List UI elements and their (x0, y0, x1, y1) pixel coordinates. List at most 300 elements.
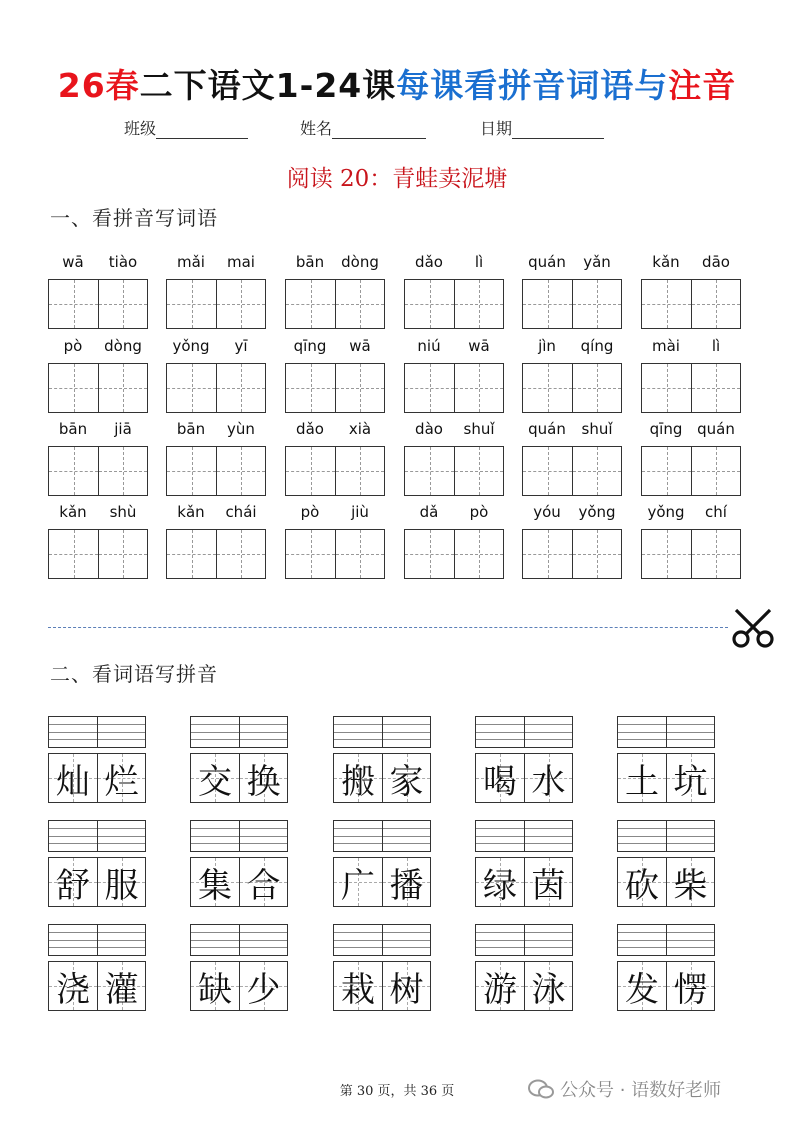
character-text: 烂 (104, 761, 139, 802)
character-box (475, 753, 573, 803)
writing-box[interactable] (285, 279, 385, 329)
character-text: 播 (389, 865, 424, 906)
pinyin-writing-cell[interactable] (524, 717, 572, 747)
writing-cell[interactable] (335, 530, 384, 578)
writing-cell[interactable] (454, 364, 503, 412)
writing-box[interactable] (404, 279, 504, 329)
word-item (617, 820, 715, 907)
pinyin-syllable: bān (295, 253, 325, 271)
word-item (617, 924, 715, 1011)
character-box (333, 753, 431, 803)
pinyin-syllable: qīng (293, 337, 327, 355)
pinyin-writing-box[interactable] (475, 716, 573, 748)
pinyin-writing-box[interactable] (333, 820, 431, 852)
pinyin-writing-cell[interactable] (334, 821, 382, 851)
pinyin-word-item (166, 503, 266, 579)
writing-cell[interactable] (98, 364, 147, 412)
pinyin-label (641, 503, 741, 529)
pinyin-syllable: jìn (538, 337, 556, 355)
pinyin-word-item (522, 337, 622, 413)
pinyin-label (285, 503, 385, 529)
class-field[interactable] (124, 116, 248, 139)
pinyin-writing-box[interactable] (48, 716, 146, 748)
pinyin-writing-cell[interactable] (476, 821, 524, 851)
writing-cell[interactable] (454, 447, 503, 495)
writing-cell[interactable] (454, 530, 503, 578)
writing-cell[interactable] (216, 530, 265, 578)
writing-box[interactable] (48, 279, 148, 329)
pinyin-writing-cell[interactable] (618, 717, 666, 747)
pinyin-syllable: yī (234, 337, 248, 355)
pinyin-label (641, 337, 741, 363)
pinyin-writing-cell[interactable] (97, 717, 145, 747)
pinyin-word-item (404, 253, 504, 329)
character-text: 栽 (341, 969, 375, 1010)
pinyin-syllable: jiā (114, 420, 132, 438)
pinyin-writing-cell[interactable] (49, 925, 97, 955)
pinyin-syllable: shù (109, 503, 137, 521)
writing-cell[interactable] (216, 447, 265, 495)
character-text: 少 (246, 969, 281, 1010)
writing-box[interactable] (166, 279, 266, 329)
character-text: 水 (531, 761, 566, 802)
writing-cell[interactable] (642, 530, 691, 578)
pinyin-syllable: quán (528, 253, 566, 271)
writing-cell[interactable] (98, 280, 147, 328)
character-box (48, 961, 146, 1011)
pinyin-word-item (48, 337, 148, 413)
lesson-title: 阅读 20：青蛙卖泥塘 (286, 166, 508, 192)
writing-cell[interactable] (523, 530, 572, 578)
writing-cell[interactable] (572, 280, 621, 328)
writing-cell[interactable] (167, 364, 216, 412)
writing-box[interactable] (285, 363, 385, 413)
pinyin-word-item (285, 503, 385, 579)
pinyin-syllable: dòng (104, 337, 142, 355)
pinyin-writing-box[interactable] (475, 820, 573, 852)
character-box (475, 857, 573, 907)
pinyin-label (48, 337, 148, 363)
pinyin-writing-cell[interactable] (49, 717, 97, 747)
worksheet-title (0, 60, 794, 107)
pinyin-writing-cell[interactable] (239, 925, 287, 955)
pinyin-syllable: jiù (351, 503, 369, 521)
writing-cell[interactable] (405, 447, 454, 495)
pinyin-syllable: pò (469, 503, 489, 521)
pinyin-syllable: bān (176, 420, 206, 438)
pinyin-syllable: kǎn (652, 253, 680, 271)
pinyin-label (522, 503, 622, 529)
writing-cell[interactable] (691, 447, 740, 495)
title-part-3: 每课看拼音词语与 (396, 66, 669, 105)
pinyin-word-item (285, 420, 385, 496)
character-box (333, 857, 431, 907)
word-item (475, 924, 573, 1011)
pinyin-writing-cell[interactable] (618, 821, 666, 851)
writing-box[interactable] (166, 529, 266, 579)
title-part-1: 26春 (57, 66, 140, 105)
pinyin-writing-cell[interactable] (666, 925, 714, 955)
word-item (617, 716, 715, 803)
pinyin-label (404, 420, 504, 446)
writing-cell[interactable] (405, 280, 454, 328)
character-text: 柴 (673, 865, 708, 906)
pinyin-writing-cell[interactable] (476, 717, 524, 747)
pinyin-syllable: chái (225, 503, 257, 521)
pinyin-writing-box[interactable] (190, 820, 288, 852)
pinyin-label (48, 420, 148, 446)
pinyin-writing-cell[interactable] (524, 925, 572, 955)
character-cell (49, 858, 97, 906)
word-item (333, 716, 431, 803)
word-item (190, 820, 288, 907)
pinyin-word-item (48, 253, 148, 329)
pinyin-syllable: lì (711, 337, 721, 355)
pinyin-label (641, 253, 741, 279)
pinyin-syllable: qīng (649, 420, 683, 438)
pinyin-label (404, 337, 504, 363)
character-text: 发 (625, 969, 659, 1010)
character-cell (618, 858, 666, 906)
writing-cell[interactable] (49, 364, 98, 412)
writing-box[interactable] (285, 446, 385, 496)
writing-cell[interactable] (691, 530, 740, 578)
writing-cell[interactable] (405, 364, 454, 412)
pinyin-syllable: xià (348, 420, 372, 438)
writing-cell[interactable] (572, 530, 621, 578)
writing-cell[interactable] (523, 280, 572, 328)
writing-cell[interactable] (335, 280, 384, 328)
pinyin-writing-cell[interactable] (191, 717, 239, 747)
writing-box[interactable] (166, 446, 266, 496)
character-cell (618, 962, 666, 1010)
pinyin-writing-box[interactable] (48, 924, 146, 956)
pinyin-writing-cell[interactable] (97, 925, 145, 955)
character-cell (191, 754, 239, 802)
character-cell (666, 962, 714, 1010)
pinyin-label (404, 503, 504, 529)
pinyin-writing-box[interactable] (190, 924, 288, 956)
pinyin-label (285, 420, 385, 446)
writing-box[interactable] (404, 363, 504, 413)
date-blank[interactable] (512, 123, 604, 139)
date-label: 日期 (480, 119, 513, 138)
character-cell (334, 754, 382, 802)
writing-cell[interactable] (642, 280, 691, 328)
character-cell (97, 962, 145, 1010)
character-box (617, 961, 715, 1011)
writing-cell[interactable] (167, 447, 216, 495)
class-label: 班级 (124, 119, 157, 138)
character-text: 坑 (673, 761, 708, 802)
pinyin-syllable: dòng (341, 253, 379, 271)
pinyin-word-item (641, 503, 741, 579)
writing-cell[interactable] (286, 447, 335, 495)
name-blank[interactable] (332, 123, 426, 139)
pinyin-label (166, 253, 266, 279)
writing-box[interactable] (285, 529, 385, 579)
pinyin-writing-box[interactable] (190, 716, 288, 748)
character-cell (49, 962, 97, 1010)
character-text: 灿 (56, 761, 90, 802)
writing-cell[interactable] (572, 447, 621, 495)
pinyin-syllable: lì (474, 253, 484, 271)
pinyin-syllable: yǒng (172, 337, 210, 355)
character-cell (239, 754, 287, 802)
writing-cell[interactable] (49, 447, 98, 495)
word-item (48, 716, 146, 803)
word-item (333, 820, 431, 907)
character-text: 土 (625, 761, 659, 802)
character-cell (191, 858, 239, 906)
scissors-icon (730, 606, 776, 650)
pinyin-writing-cell[interactable] (666, 821, 714, 851)
pinyin-label (641, 420, 741, 446)
pinyin-syllable: yùn (227, 420, 255, 438)
pinyin-word-item (641, 337, 741, 413)
pinyin-syllable: dǎo (415, 253, 443, 271)
character-cell (524, 962, 572, 1010)
writing-cell[interactable] (523, 447, 572, 495)
writing-cell[interactable] (691, 280, 740, 328)
pinyin-writing-cell[interactable] (49, 821, 97, 851)
writing-cell[interactable] (572, 364, 621, 412)
pinyin-syllable: shuǐ (463, 420, 495, 438)
character-text: 愣 (673, 969, 708, 1010)
pinyin-label (166, 503, 266, 529)
pinyin-word-item (404, 337, 504, 413)
pinyin-syllable: mǎi (177, 253, 205, 271)
character-cell (239, 858, 287, 906)
writing-box[interactable] (404, 446, 504, 496)
pinyin-syllable: wā (468, 337, 490, 355)
pinyin-word-item (48, 503, 148, 579)
word-item (190, 924, 288, 1011)
pinyin-label (404, 253, 504, 279)
pinyin-label (48, 253, 148, 279)
character-cell (334, 858, 382, 906)
title-part-2: 二下语文1-24课 (139, 66, 397, 105)
writing-cell[interactable] (454, 280, 503, 328)
pinyin-syllable: quán (697, 420, 735, 438)
pinyin-word-item (641, 253, 741, 329)
character-text: 交 (198, 761, 232, 802)
pinyin-word-item (404, 503, 504, 579)
writing-box[interactable] (522, 363, 622, 413)
pinyin-writing-box[interactable] (48, 820, 146, 852)
word-item (190, 716, 288, 803)
character-text: 绿 (483, 865, 517, 906)
writing-box[interactable] (48, 446, 148, 496)
pinyin-label (285, 337, 385, 363)
pinyin-writing-box[interactable] (333, 716, 431, 748)
pinyin-label (166, 420, 266, 446)
character-text: 树 (389, 969, 424, 1010)
pinyin-syllable: tiào (108, 253, 138, 271)
character-cell (49, 754, 97, 802)
pinyin-writing-box[interactable] (333, 924, 431, 956)
character-text: 泳 (531, 969, 566, 1010)
pinyin-writing-cell[interactable] (524, 821, 572, 851)
pinyin-writing-cell[interactable] (239, 717, 287, 747)
character-box (475, 961, 573, 1011)
character-cell (476, 754, 524, 802)
character-box (617, 857, 715, 907)
pinyin-writing-cell[interactable] (191, 925, 239, 955)
word-item (48, 924, 146, 1011)
pinyin-word-item (285, 337, 385, 413)
pinyin-writing-cell[interactable] (618, 925, 666, 955)
writing-cell[interactable] (642, 447, 691, 495)
watermark-text: 公众号 · 语数好老师 (560, 1080, 722, 1101)
character-box (190, 961, 288, 1011)
writing-cell[interactable] (286, 530, 335, 578)
pinyin-word-item (285, 253, 385, 329)
writing-cell[interactable] (167, 530, 216, 578)
character-text: 集 (198, 865, 232, 906)
pinyin-word-item (166, 253, 266, 329)
writing-cell[interactable] (49, 530, 98, 578)
writing-cell[interactable] (49, 280, 98, 328)
character-box (190, 857, 288, 907)
character-box (48, 857, 146, 907)
pinyin-syllable: shuǐ (581, 420, 613, 438)
writing-cell[interactable] (642, 364, 691, 412)
class-blank[interactable] (156, 123, 248, 139)
pinyin-writing-cell[interactable] (334, 717, 382, 747)
pinyin-writing-cell[interactable] (476, 925, 524, 955)
pinyin-syllable: wā (349, 337, 371, 355)
pinyin-syllable: dāo (702, 253, 730, 271)
character-cell (97, 754, 145, 802)
pinyin-writing-cell[interactable] (666, 717, 714, 747)
character-cell (524, 754, 572, 802)
character-box (48, 753, 146, 803)
pinyin-writing-box[interactable] (617, 820, 715, 852)
pinyin-syllable: dǎ (419, 503, 439, 521)
writing-box[interactable] (166, 363, 266, 413)
pinyin-syllable: dào (415, 420, 443, 438)
writing-cell[interactable] (216, 364, 265, 412)
pinyin-writing-cell[interactable] (382, 821, 430, 851)
character-cell (334, 962, 382, 1010)
name-field[interactable] (300, 116, 426, 139)
pinyin-syllable: yǎn (583, 253, 611, 271)
name-label: 姓名 (300, 119, 333, 138)
character-text: 缺 (198, 969, 232, 1010)
writing-box[interactable] (522, 529, 622, 579)
writing-cell[interactable] (286, 364, 335, 412)
writing-cell[interactable] (335, 447, 384, 495)
character-cell (382, 962, 430, 1010)
pinyin-syllable: kǎn (59, 503, 87, 521)
pinyin-word-item (522, 503, 622, 579)
pinyin-word-item (48, 420, 148, 496)
character-cell (666, 858, 714, 906)
word-item (48, 820, 146, 907)
pinyin-label (48, 503, 148, 529)
section-2-heading: 二、看词语写拼音 (50, 662, 218, 686)
pinyin-writing-box[interactable] (475, 924, 573, 956)
character-text: 广 (341, 865, 375, 906)
writing-cell[interactable] (523, 364, 572, 412)
pinyin-writing-cell[interactable] (97, 821, 145, 851)
pinyin-writing-cell[interactable] (382, 717, 430, 747)
character-box (333, 961, 431, 1011)
character-text: 灌 (104, 969, 139, 1010)
pinyin-syllable: yǒng (647, 503, 685, 521)
writing-cell[interactable] (335, 364, 384, 412)
pinyin-label (522, 253, 622, 279)
pinyin-word-item (522, 420, 622, 496)
wechat-icon (528, 1079, 554, 1099)
pinyin-writing-cell[interactable] (382, 925, 430, 955)
pinyin-writing-box[interactable] (617, 924, 715, 956)
pinyin-writing-cell[interactable] (334, 925, 382, 955)
character-cell (618, 754, 666, 802)
word-item (475, 820, 573, 907)
page-number: 第 30 页，共 36 页 (339, 1084, 455, 1099)
pinyin-syllable: pò (300, 503, 320, 521)
character-cell (476, 858, 524, 906)
pinyin-syllable: qíng (580, 337, 614, 355)
character-text: 茵 (531, 865, 566, 906)
pinyin-syllable: mài (652, 337, 680, 355)
writing-box[interactable] (404, 529, 504, 579)
character-box (190, 753, 288, 803)
writing-cell[interactable] (98, 447, 147, 495)
pinyin-word-item (166, 337, 266, 413)
writing-cell[interactable] (691, 364, 740, 412)
section-1-heading: 一、看拼音写词语 (50, 206, 218, 230)
character-text: 喝 (483, 761, 517, 802)
character-text: 换 (246, 761, 281, 802)
pinyin-syllable: dǎo (296, 420, 324, 438)
writing-cell[interactable] (216, 280, 265, 328)
writing-cell[interactable] (286, 280, 335, 328)
writing-box[interactable] (48, 363, 148, 413)
pinyin-syllable: niú (417, 337, 441, 355)
character-cell (382, 754, 430, 802)
writing-box[interactable] (48, 529, 148, 579)
character-text: 砍 (625, 865, 659, 906)
pinyin-writing-cell[interactable] (239, 821, 287, 851)
pinyin-syllable: yǒng (578, 503, 616, 521)
cut-line (48, 627, 728, 628)
character-cell (239, 962, 287, 1010)
writing-cell[interactable] (167, 280, 216, 328)
writing-box[interactable] (641, 363, 741, 413)
pinyin-syllable: kǎn (177, 503, 205, 521)
writing-box[interactable] (522, 446, 622, 496)
pinyin-writing-box[interactable] (617, 716, 715, 748)
writing-box[interactable] (522, 279, 622, 329)
writing-cell[interactable] (98, 530, 147, 578)
pinyin-writing-cell[interactable] (191, 821, 239, 851)
character-text: 服 (104, 865, 139, 906)
pinyin-syllable: chí (705, 503, 727, 521)
character-text: 合 (246, 865, 281, 906)
writing-box[interactable] (641, 529, 741, 579)
pinyin-label (522, 420, 622, 446)
date-field[interactable] (480, 116, 604, 139)
writing-box[interactable] (641, 279, 741, 329)
character-text: 舒 (56, 865, 90, 906)
character-cell (666, 754, 714, 802)
writing-box[interactable] (641, 446, 741, 496)
pinyin-syllable: pò (63, 337, 83, 355)
writing-cell[interactable] (405, 530, 454, 578)
